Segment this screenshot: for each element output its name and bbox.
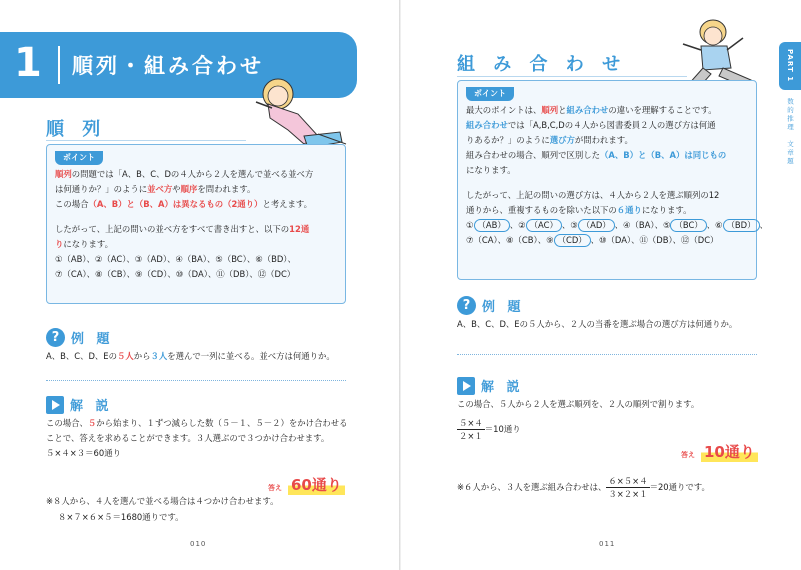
section-title: 順 列 — [46, 119, 107, 140]
answer-value: 10通り — [701, 441, 758, 462]
list-number: 、④ — [614, 220, 631, 230]
question-icon: ? — [46, 328, 65, 347]
fraction-denominator: ３×２×１ — [608, 489, 648, 499]
chapter-divider — [58, 46, 60, 84]
solution-heading — [46, 395, 113, 414]
note-line: ８×７×６×５＝1680通りです。 — [58, 512, 184, 522]
text: や — [172, 184, 181, 194]
text: この場合、 — [46, 418, 88, 428]
text: では「A,B,C,Dの４人から図書委員２人の選び方は何通 — [507, 120, 716, 130]
list-number: ① — [466, 220, 474, 230]
point-line — [466, 203, 748, 218]
play-icon — [457, 377, 475, 395]
example-title: 例 題 — [71, 332, 114, 347]
fraction — [457, 418, 485, 441]
solution-title: 解 説 — [481, 380, 524, 395]
list-number: 、⑧ — [497, 235, 514, 245]
list-number: 、⑨ — [537, 235, 554, 245]
highlight-text: 順列 — [541, 105, 559, 115]
highlight-text: 選び方 — [549, 135, 575, 145]
dotted-divider — [46, 380, 346, 381]
list-number: 、⑫ — [672, 235, 690, 245]
page-number: 010 — [190, 540, 207, 548]
right-page — [401, 0, 801, 570]
point-line — [466, 118, 748, 133]
left-page — [0, 0, 400, 570]
pair: （CA） — [473, 235, 498, 245]
fraction-numerator: ５×４ — [459, 418, 483, 428]
circled-pair: （BC） — [670, 219, 706, 232]
text: から始まり、１ずつ減らした数（５－１、５－２）をかけ合わせる — [96, 418, 348, 428]
answer — [268, 474, 345, 495]
girl-illustration-icon — [248, 74, 352, 154]
highlight-text: 順序 — [180, 184, 198, 194]
text: になります。 — [641, 205, 692, 215]
solution-formula — [457, 418, 521, 441]
highlight-text: 順列 — [55, 169, 72, 179]
side-label: 数的推理 文章題 — [786, 98, 794, 166]
example-heading — [46, 328, 114, 347]
fraction-numerator: ６×５×４ — [608, 476, 648, 486]
point-line — [55, 222, 337, 237]
point-box — [46, 144, 346, 304]
fraction — [606, 476, 649, 499]
example-heading — [457, 296, 525, 315]
formula-result: ＝10通り — [484, 424, 521, 434]
circled-pair: （AB） — [474, 219, 510, 232]
chapter-number: 1 — [14, 40, 42, 86]
point-line: になります。 — [466, 165, 516, 175]
highlight-text: 組み合わせ — [566, 105, 609, 115]
list-number: 、③ — [561, 220, 578, 230]
highlight-text: 並べ方 — [147, 184, 173, 194]
pair: （DA） — [606, 235, 632, 245]
point-line — [466, 148, 748, 163]
solution-line: ことで、答えを求めることができます。３人選ぶので３つかけ合わせます。 — [46, 433, 330, 443]
combination-list — [466, 218, 768, 233]
circled-pair: （CD） — [554, 234, 591, 247]
highlight-text: ６通り — [616, 205, 642, 215]
pair: （CB） — [513, 235, 538, 245]
highlight-text: ５ — [87, 418, 97, 428]
text: ＝20通りです。 — [649, 482, 710, 492]
example-text: A、B、C、D、Eの５人から、２人の当番を選ぶ場合の選び方は何通りか。 — [457, 319, 738, 329]
point-box — [457, 80, 768, 280]
solution-formula: ５×４×３＝60通り — [46, 448, 121, 458]
point-line — [55, 197, 337, 212]
pair: （DC） — [689, 235, 719, 245]
text: から — [133, 351, 151, 361]
section-underline — [457, 76, 687, 77]
answer-label: 答え — [681, 451, 695, 459]
text: 通りから、重複するものを除いた以下の — [466, 205, 617, 215]
permutation-list: ①（AB）、②（AC）、③（AD）、④（BA）、⑤（BC）、⑥（BD）、 — [55, 254, 296, 264]
note-line: ※８人から、４人を選んで並べる場合は４つかけ合わせます。 — [46, 496, 279, 506]
answer-value: 60通り — [288, 474, 345, 495]
permutation-list: ⑦（CA）、⑧（CB）、⑨（CD）、⑩（DA）、⑪（DB）、⑫（DC） — [55, 269, 296, 279]
highlight-text: ５人 — [116, 351, 134, 361]
example-text — [46, 349, 335, 364]
point-line — [55, 237, 337, 252]
page-number: 011 — [599, 540, 616, 548]
point-line — [466, 103, 748, 118]
solution-line: この場合、５人から２人を選ぶ順列を、２人の順列で割ります。 — [457, 399, 700, 409]
circled-pair: （BD） — [723, 219, 760, 232]
pair: （DB） — [647, 235, 673, 245]
text: ※６人から、３人を選ぶ組み合わせは、 — [457, 482, 607, 492]
circled-pair: （AD） — [578, 219, 615, 232]
part-tab: PART 1 — [779, 42, 801, 90]
circled-pair: （AC） — [526, 219, 562, 232]
text: になります。 — [63, 239, 113, 249]
text: と考えます。 — [262, 199, 313, 209]
list-separator: 、 — [759, 220, 768, 230]
text: が問われます。 — [574, 135, 633, 145]
answer — [681, 441, 758, 462]
section-title: 組 み 合 わ せ — [457, 54, 627, 75]
highlight-text: 組み合わせ — [466, 120, 508, 130]
section-underline — [46, 140, 246, 141]
play-icon — [46, 396, 64, 414]
point-line — [55, 182, 337, 197]
list-number: 、② — [509, 220, 526, 230]
text: の問題では「A、B、C、Dの４人から２人を選んで並べる並べ方 — [71, 169, 314, 179]
point-line — [55, 167, 337, 182]
text: は何通りか？」のように — [55, 184, 148, 194]
text: と — [558, 105, 567, 115]
note-line — [457, 476, 710, 499]
text: したがって、上記の問いの並べ方をすべて書き出すと、以下の — [55, 224, 290, 234]
point-tag: ポイント — [55, 151, 103, 165]
text: を選んで一列に並べる。並べ方は何通りか。 — [167, 351, 335, 361]
question-icon: ? — [457, 296, 476, 315]
answer-label: 答え — [268, 484, 282, 492]
list-number: ⑦ — [466, 235, 474, 245]
point-line — [466, 133, 748, 148]
solution-heading — [457, 376, 524, 395]
fraction-denominator: ２×１ — [459, 431, 483, 441]
text: を問われます。 — [197, 184, 256, 194]
highlight-text: （A、B）と（B、A）は同じもの — [600, 150, 727, 160]
list-number: 、⑥ — [706, 220, 723, 230]
example-title: 例 題 — [482, 300, 525, 315]
combination-list — [466, 233, 748, 248]
highlight-text: 12通 — [289, 224, 310, 234]
text: の違いを理解することです。 — [608, 105, 717, 115]
solution-line — [46, 416, 348, 431]
text: この場合 — [55, 199, 89, 209]
dotted-divider — [457, 354, 757, 355]
text: 組み合わせの場合、順列で区別した — [466, 150, 600, 160]
pair: （BA） — [630, 220, 655, 230]
point-tag: ポイント — [466, 87, 514, 101]
highlight-text: り — [55, 239, 64, 249]
text: 最大のポイントは、 — [466, 105, 542, 115]
chapter-title: 順列・組み合わせ — [72, 54, 264, 78]
highlight-text: （A、B）と（B、A）は異なるもの（2通り） — [88, 199, 263, 209]
text: A、B、C、D、Eの — [46, 351, 117, 361]
solution-title: 解 説 — [70, 399, 113, 414]
list-number: 、⑩ — [590, 235, 607, 245]
list-number: 、⑪ — [631, 235, 648, 245]
text: りあるか？」のように — [466, 135, 550, 145]
point-line: したがって、上記の問いの選び方は、４人から２人を選ぶ順列の12 — [466, 190, 720, 200]
highlight-text: ３人 — [150, 351, 168, 361]
list-number: 、⑤ — [654, 220, 671, 230]
